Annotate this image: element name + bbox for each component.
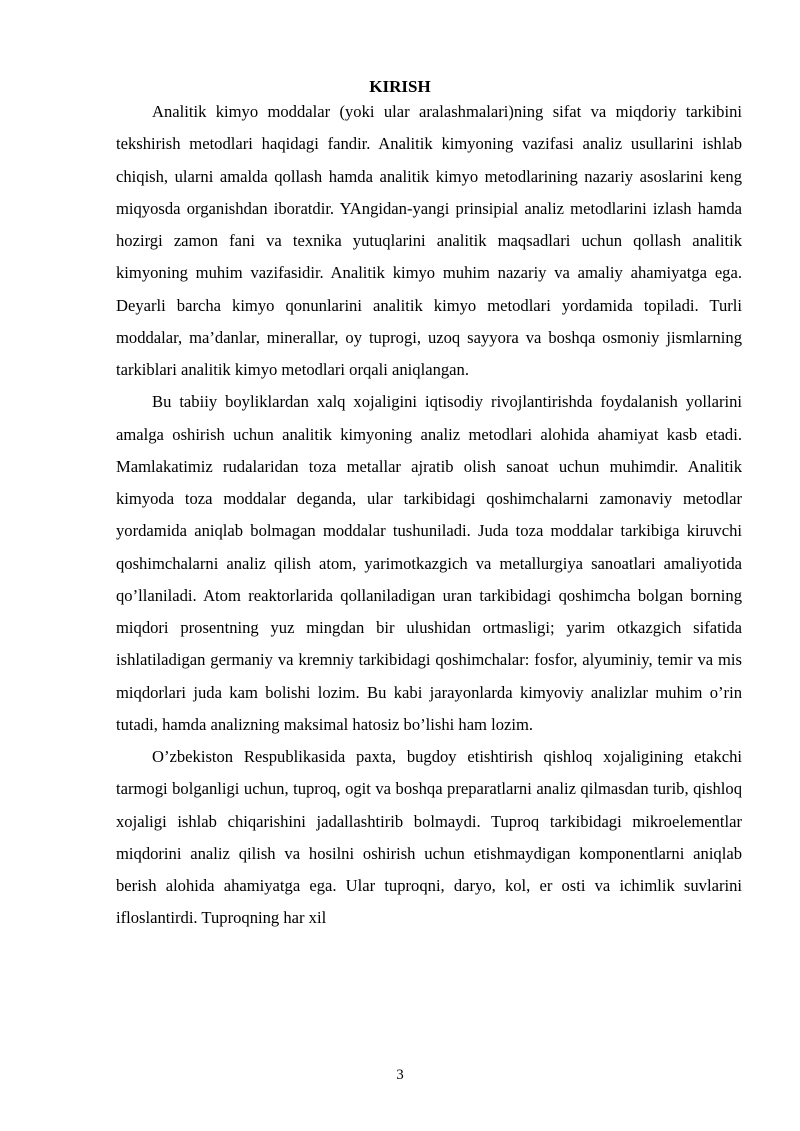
page-number: 3 xyxy=(396,1067,404,1083)
paragraph-pure-substances: Bu tabiiy boyliklardan xalq xojaligini iqtisodiy rivojlantirishda foydalanish yollarini amalga oshirish uchun analitik kimyoning analiz metodlari alohida ahamiyat kasb etadi. Mamlakatimiz rudalaridan toza metallar ajratib olish sanoat uchun muhimdir. Analitik kimyoda toza moddalar deganda, ular tarkibidagi qoshimchalarni zamonaviy metodlar yordamida aniqlab bolmagan moddalar tushuniladi. Juda toza moddalar tarkibiga kiruvchi qoshimchalarni analiz qilish atom, yarimotkazgich va metallurgiya sanoatlari amaliyotida qo’llaniladi. Atom reaktorlarida qollaniladigan uran tarkibidagi qoshimcha bolgan borning miqdori prosentning yuz mingdan bir ulushidan ortmasligi; yarim otkazgich sifatida ishlatiladigan germaniy va kremniy tarkibidagi qoshimchalar: fosfor, alyuminiy, temir va mis miqdorlari juda kam bolishi lozim. Bu kabi jarayonlarda kimyoviy analizlar muhim o’rin tutadi, hamda analizning maksimal hatosiz bo’lishi ham lozim. xyxy=(116,392,742,734)
body-text xyxy=(116,96,742,935)
paragraph-analytical-chemistry-intro: Analitik kimyo moddalar (yoki ular aralashmalari)ning sifat va miqdoriy tarkibini tekshirish metodlari haqidagi fandir. Analitik kimyoning vazifasi analiz usullarini ishlab chiqish, ularni amalda qollash hamda analitik kimyo metodlarining nazariy asoslarini keng miqyosda organishdan iboratdir. YAngidan-yangi prinsipial analiz metodlarini izlash hamda hozirgi zamon fani va texnika yutuqlarini analitik maqsadlari uchun qollash analitik kimyoning muhim vazifasidir. Analitik kimyo muhim nazariy va amaliy ahamiyatga ega. Deyarli barcha kimyo qonunlarini analitik kimyo metodlari yordamida topiladi. Turli moddalar, ma’danlar, minerallar, oy tuprogi, uzoq sayyora va boshqa osmoniy jismlarning tarkiblari analitik kimyo metodlari orqali aniqlangan. xyxy=(116,102,742,379)
page-title: KIRISH xyxy=(369,77,431,96)
paragraph-agriculture-soil: O’zbekiston Respublikasida paxta, bugdoy etishtirish qishloq xojaligining etakchi tarmogi bolganligi uchun, tuproq, ogit va boshqa preparatlarni analiz qilmasdan turib, qishloq xojaligi ishlab chiqarishini jadallashtirib bolmaydi. Tuproq tarkibidagi mikroelementlar miqdorini analiz qilish va hosilni oshirish uchun etishmaydigan komponentlarni aniqlab berish alohida ahamiyatga ega. Ular tuproqni, daryo, kol, er osti va ichimlik suvlarini ifloslantirdi. Tuproqning har xil xyxy=(116,747,742,928)
